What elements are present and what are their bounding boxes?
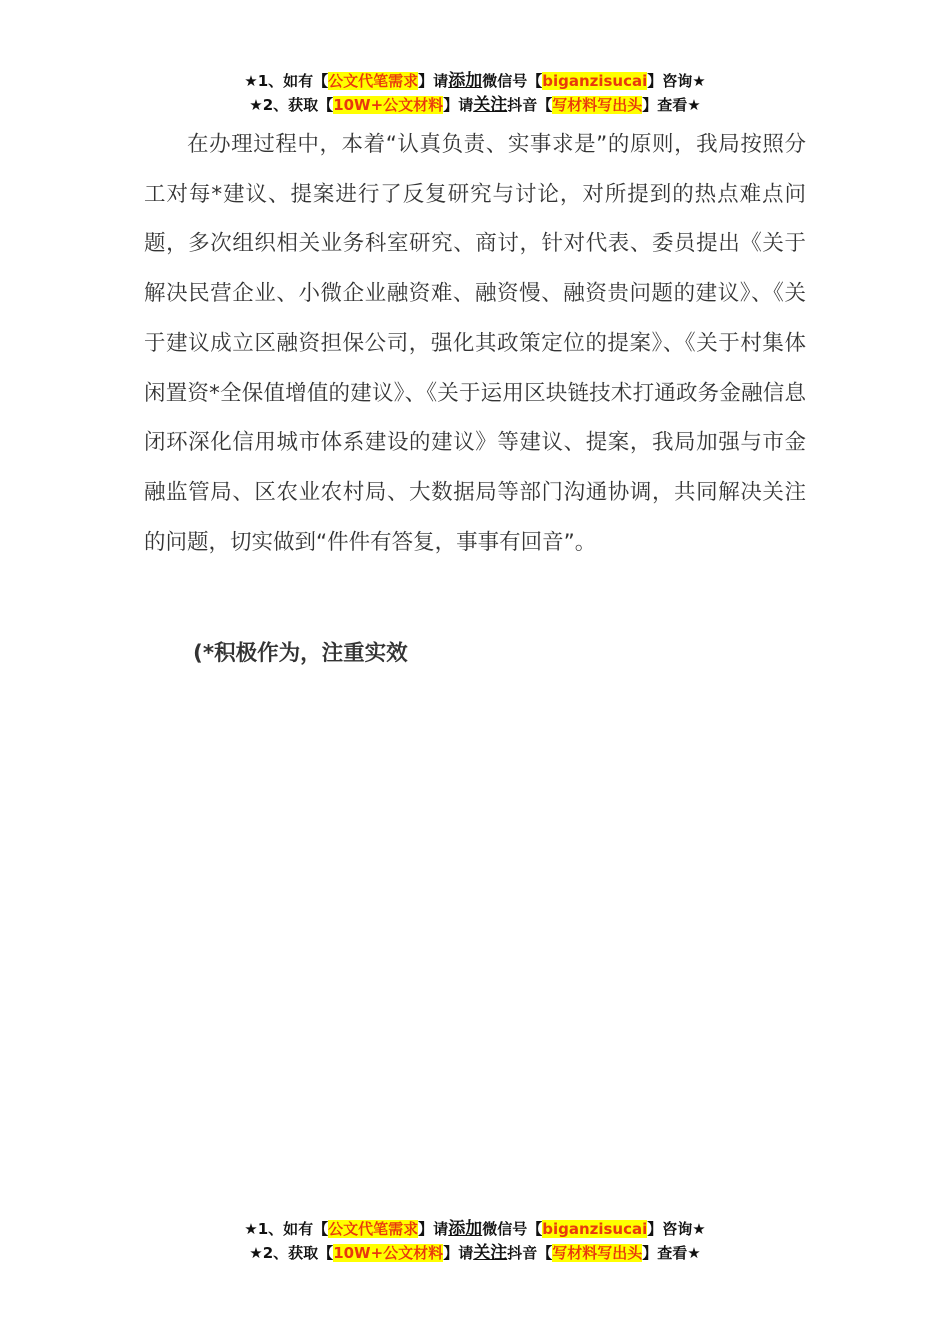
banner-text: 微信号【	[482, 1220, 543, 1238]
banner-text: 】请	[443, 96, 474, 114]
banner-emphasis: 添加	[448, 71, 483, 91]
banner-suffix: 】查看★	[642, 96, 701, 114]
banner-text: 】请	[443, 1244, 474, 1262]
highlight-wechat-id: biganzisucai	[542, 1220, 648, 1238]
banner-prefix: ★2、获取【	[249, 1244, 334, 1262]
banner-line-2	[0, 1241, 950, 1265]
banner-suffix: 】咨询★	[647, 72, 706, 90]
banner-text: 抖音【	[507, 96, 553, 114]
highlight-service: 公文代笔需求	[328, 72, 419, 90]
section-heading: (*积极作为，注重实效	[193, 641, 408, 666]
highlight-douyin: 写材料写出头	[552, 96, 643, 114]
banner-prefix: ★2、获取【	[249, 96, 334, 114]
banner-suffix: 】咨询★	[647, 1220, 706, 1238]
banner-line-2	[0, 93, 950, 117]
banner-text: 】请	[418, 72, 449, 90]
banner-prefix: ★1、如有【	[244, 72, 329, 90]
banner-emphasis: 添加	[448, 1219, 483, 1239]
highlight-wechat-id: biganzisucai	[542, 72, 648, 90]
footer-banner	[0, 1217, 950, 1265]
banner-text: 微信号【	[482, 72, 543, 90]
banner-emphasis: 关注	[473, 1243, 508, 1263]
banner-line-1	[0, 69, 950, 93]
header-banner	[0, 69, 950, 117]
body-paragraph: 在办理过程中，本着“认真负责、实事求是”的原则，我局按照分工对每*建议、提案进行了反复研究与讨论，对所提到的热点难点问题，多次组织相关业务科室研究、商讨，针对代表、委员提出《关于解决民营企业、小微企业融资难、融资慢、融资贵问题的建议》、《关于建议成立区融资担保公司，强化其政策定位的提案》、《关于村集体闲置资*全保值增值的建议》、《关于运用区块链技术打通政务金融信息闭环深化信用城市体系建设的建议》等建议、提案，我局加强与市金融监管局、区农业农村局、大数据局等部门沟通协调，共同解决关注的问题，切实做到“件件有答复，事事有回音”。	[144, 132, 806, 555]
highlight-materials: 10W+公文材料	[333, 1244, 444, 1262]
banner-prefix: ★1、如有【	[244, 1220, 329, 1238]
banner-line-1	[0, 1217, 950, 1241]
banner-text: 】请	[418, 1220, 449, 1238]
banner-suffix: 】查看★	[642, 1244, 701, 1262]
highlight-service: 公文代笔需求	[328, 1220, 419, 1238]
banner-text: 抖音【	[507, 1244, 553, 1262]
highlight-materials: 10W+公文材料	[333, 96, 444, 114]
highlight-douyin: 写材料写出头	[552, 1244, 643, 1262]
banner-emphasis: 关注	[473, 95, 508, 115]
